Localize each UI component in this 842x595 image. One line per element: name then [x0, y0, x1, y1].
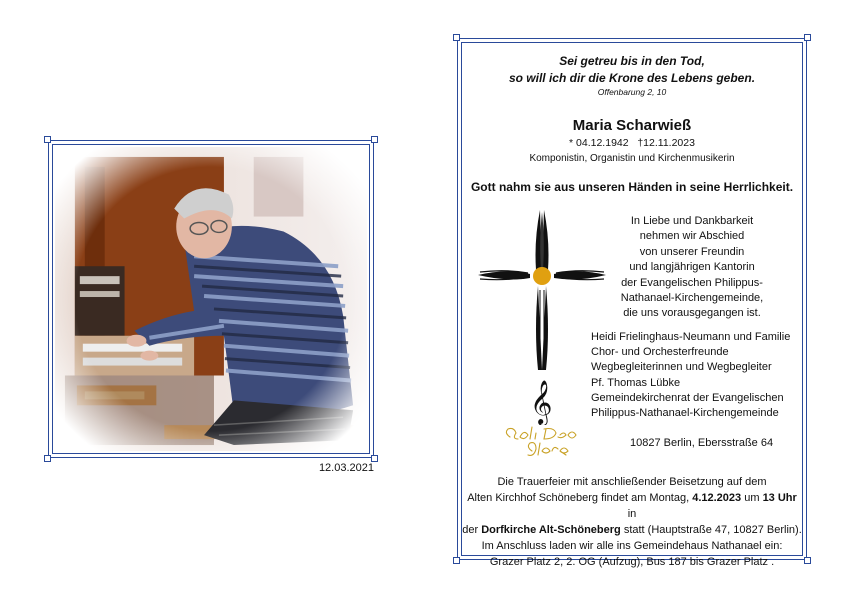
mourner-line: Pf. Thomas Lübke [591, 376, 681, 389]
funeral-line: Die Trauerfeier mit anschließender Beisetzung auf dem [497, 476, 767, 488]
treble-clef-icon: 𝄞 [530, 380, 553, 424]
frame-corner-ornament [804, 557, 811, 564]
farewell-line: die uns vorausgegangen ist. [623, 307, 761, 320]
verse-line: Sei getreu bis in den Tod, [559, 54, 705, 68]
funeral-time: 13 Uhr [762, 492, 797, 504]
funeral-line: Im Anschluss laden wir alle ins Gemeindehaus Nathanael ein: [481, 540, 783, 552]
cross-center-circle [533, 267, 551, 285]
frame-corner-ornament [453, 34, 460, 41]
funeral-line [462, 490, 802, 522]
farewell-line: nehmen wir Abschied [639, 230, 745, 243]
signature-soli-deo-gloria [502, 423, 584, 463]
deceased-role: Komponistin, Organistin und Kirchenmusikerin [529, 153, 735, 164]
funeral-details [462, 474, 802, 570]
bible-verse [457, 53, 807, 87]
funeral-line [462, 522, 802, 538]
verse-line: so will ich dir die Krone des Lebens geben. [508, 71, 756, 85]
frame-corner-ornament [44, 455, 51, 462]
cross-clef-icon [478, 210, 608, 425]
frame-corner-ornament [371, 136, 378, 143]
verse-reference: Offenbarung 2, 10 [597, 87, 667, 97]
farewell-line: In Liebe und Dankbarkeit [630, 215, 754, 227]
photo-frame [48, 140, 374, 458]
mourner-line: Gemeindekirchenrat der Evangelischen [591, 391, 784, 404]
funeral-text: der [462, 524, 482, 536]
funeral-line: Grazer Platz 2, 2. OG (Aufzug), Bus 187 bis Grazer Platz . [489, 556, 775, 568]
mourner-line: Wegbegleiterinnen und Wegbegleiter [591, 361, 772, 374]
mourner-line: Heidi Frielinghaus-Neumann und Familie [591, 331, 791, 343]
funeral-text: statt (Hauptstraße 47, 10827 Berlin). [620, 524, 802, 536]
farewell-text [612, 214, 772, 322]
farewell-line: und langjährigen Kantorin [629, 261, 755, 274]
life-dates: * 04.12.1942 †12.11.2023 [569, 137, 695, 149]
mourners-address: 10827 Berlin, Ebersstraße 64 [630, 437, 774, 449]
frame-corner-ornament [453, 557, 460, 564]
farewell-line: von unserer Freundin [639, 245, 745, 258]
portrait-photo [55, 147, 367, 451]
memorial-headline: Gott nahm sie aus unseren Händen in seine Herrlichkeit. [470, 180, 794, 194]
farewell-line: Nathanael-Kirchengemeinde, [620, 292, 764, 305]
frame-corner-ornament [44, 136, 51, 143]
photo-date: 12.03.2021 [318, 462, 374, 474]
frame-corner-ornament [804, 34, 811, 41]
deceased-name: Maria Scharwieß [572, 117, 692, 134]
mourner-line: Chor- und Orchesterfreunde [591, 346, 729, 359]
funeral-place: Dorfkirche Alt-Schöneberg [481, 524, 621, 536]
farewell-line: der Evangelischen Philippus- [621, 276, 763, 289]
mourners-list [591, 330, 801, 421]
funeral-text: Alten Kirchhof Schöneberg findet am Montag, [467, 492, 693, 504]
frame-corner-ornament [371, 455, 378, 462]
mourner-line: Philippus-Nathanael-Kirchengemeinde [591, 407, 779, 420]
funeral-text: um [741, 492, 763, 504]
funeral-date: 4.12.2023 [692, 492, 742, 504]
funeral-text: in [627, 508, 637, 520]
